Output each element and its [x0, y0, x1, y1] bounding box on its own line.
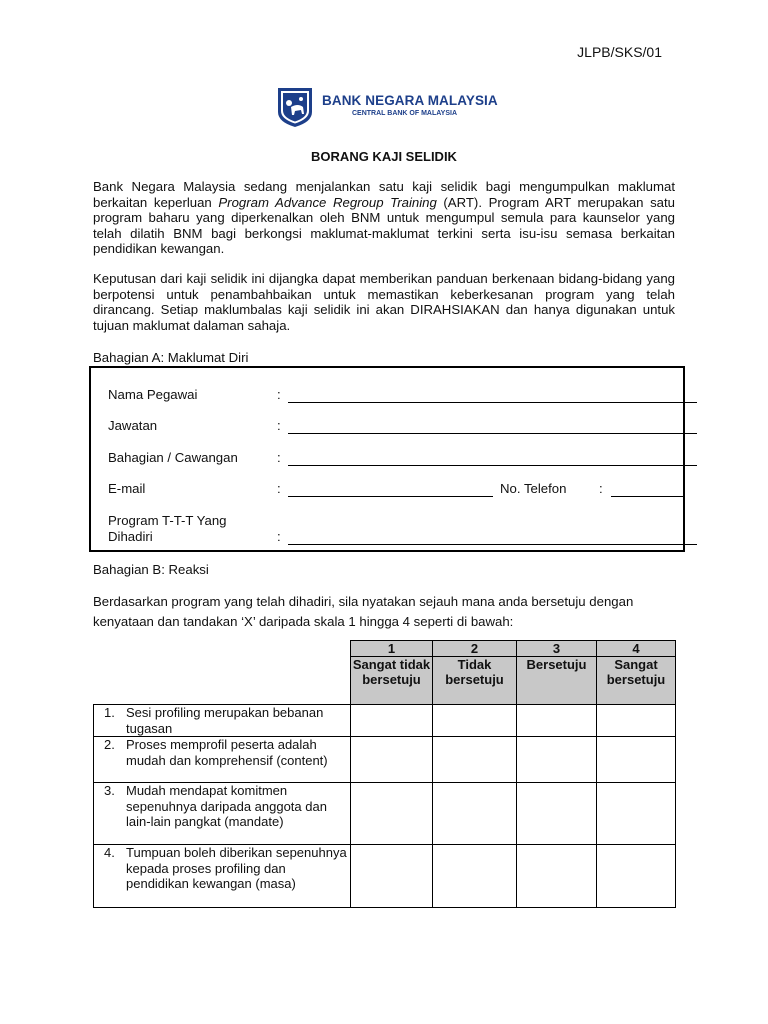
- field-colon: :: [277, 387, 281, 402]
- program-name: Program Advance Regroup Training: [218, 194, 437, 210]
- table-row: [94, 737, 676, 783]
- rating-cell-4[interactable]: [597, 705, 676, 737]
- table-row: [94, 845, 676, 908]
- scale-label: Bersetuju: [517, 657, 597, 705]
- scale-number: 2: [433, 641, 517, 657]
- scale-number: 4: [597, 641, 676, 657]
- field-label-email: E-mail: [108, 481, 146, 496]
- rating-cell-2[interactable]: [433, 737, 517, 783]
- bnm-emblem-icon: [276, 86, 314, 128]
- rating-cell-3[interactable]: [517, 705, 597, 737]
- statement-text: Sesi profiling merupakan bebanan tugasan: [126, 705, 324, 736]
- field-label-bahagian: Bahagian / Cawangan: [108, 450, 238, 465]
- rating-cell-2[interactable]: [433, 783, 517, 845]
- nama-input-line[interactable]: [288, 402, 697, 403]
- rating-cell-1[interactable]: [351, 845, 433, 908]
- statement-cell: [94, 783, 351, 845]
- rating-cell-4[interactable]: [597, 845, 676, 908]
- rating-cell-3[interactable]: [517, 845, 597, 908]
- field-label-program-line1: Program T-T-T Yang: [108, 513, 227, 528]
- intro-paragraph-2: Keputusan dari kaji selidik ini dijangka dapat memberikan panduan berkenaan bidang-bidang yang berpotensi untuk penambahbaikan untuk memastikan keberkesanan program yang telah dirancang. Setiap maklumbalas kaji selidik ini akan DIRAHSIAKAN dan hanya digunakan untuk tujuan maklumat dalaman sahaja.: [93, 271, 675, 333]
- logo-name: BANK NEGARA MALAYSIA: [322, 93, 498, 108]
- table-row: [94, 783, 676, 845]
- section-a-heading: Bahagian A: Maklumat Diri: [93, 350, 249, 365]
- statement-number: 3.: [104, 783, 115, 798]
- section-b-heading: Bahagian B: Reaksi: [93, 562, 209, 577]
- intro-paragraph-1: [93, 179, 675, 257]
- rating-cell-2[interactable]: [433, 705, 517, 737]
- statement-number: 1.: [104, 705, 115, 720]
- rating-cell-4[interactable]: [597, 737, 676, 783]
- field-colon: :: [599, 481, 603, 496]
- field-label-jawatan: Jawatan: [108, 418, 158, 433]
- statement-number: 4.: [104, 845, 115, 860]
- email-input-line[interactable]: [288, 496, 493, 497]
- blank-header-cell: [94, 641, 351, 705]
- statement-text: Mudah mendapat komitmen sepenuhnya daripada anggota dan lain-lain pangkat (mandate): [126, 783, 327, 829]
- bahagian-input-line[interactable]: [288, 465, 697, 466]
- statement-number: 2.: [104, 737, 115, 752]
- page-title: BORANG KAJI SELIDIK: [311, 149, 457, 164]
- scale-label: Sangat tidak bersetuju: [351, 657, 433, 705]
- rating-cell-4[interactable]: [597, 783, 676, 845]
- intro-text-1a: Bank Negara Malaysia sedang menjalankan satu kaji selidik bagi mengumpulkan maklumat berkaitan keperluan: [93, 179, 675, 210]
- field-colon: :: [277, 418, 281, 433]
- statement-text: Tumpuan boleh diberikan sepenuhnya kepada proses profiling dan pendidikan kewangan (masa): [126, 845, 347, 891]
- field-label-telefon: No. Telefon: [500, 481, 567, 496]
- statement-cell: [94, 705, 351, 737]
- rating-cell-1[interactable]: [351, 737, 433, 783]
- intro-text-1b: (ART). Program ART merupakan satu program baharu yang diperkenalkan oleh BNM untuk mengumpul semula para kaunselor yang telah dilatih BNM bagi berkongsi maklumat-maklumat terkini serta isu-isu semasa berkaitan pendidikan kewangan.: [93, 194, 676, 257]
- scale-label: Tidak bersetuju: [433, 657, 517, 705]
- rating-cell-3[interactable]: [517, 783, 597, 845]
- rating-cell-1[interactable]: [351, 705, 433, 737]
- rating-cell-3[interactable]: [517, 737, 597, 783]
- telefon-input-line[interactable]: [611, 496, 685, 497]
- bnm-logo: [276, 86, 496, 130]
- scale-label: Sangat bersetuju: [597, 657, 676, 705]
- logo-subtitle: CENTRAL BANK OF MALAYSIA: [352, 110, 458, 117]
- rating-scale-table: [93, 640, 676, 908]
- statement-text: Proses memprofil peserta adalah mudah dan komprehensif (content): [126, 737, 328, 768]
- field-colon: :: [277, 481, 281, 496]
- scale-number: 1: [351, 641, 433, 657]
- field-colon: :: [277, 529, 281, 544]
- scale-number: 3: [517, 641, 597, 657]
- field-colon: :: [277, 450, 281, 465]
- rating-cell-2[interactable]: [433, 845, 517, 908]
- jawatan-input-line[interactable]: [288, 433, 697, 434]
- field-label-nama: Nama Pegawai: [108, 387, 198, 402]
- statement-cell: [94, 845, 351, 908]
- rating-cell-1[interactable]: [351, 783, 433, 845]
- section-b-instruction: Berdasarkan program yang telah dihadiri, sila nyatakan sejauh mana anda bersetuju dengan kenyataan dan tandakan ‘X’ daripada skala 1 hingga 4 seperti di bawah:: [93, 594, 634, 629]
- table-row: [94, 705, 676, 737]
- document-reference: JLPB/SKS/01: [577, 44, 662, 60]
- program-input-line[interactable]: [288, 544, 697, 545]
- field-label-program-line2: Dihadiri: [108, 529, 153, 544]
- statement-cell: [94, 737, 351, 783]
